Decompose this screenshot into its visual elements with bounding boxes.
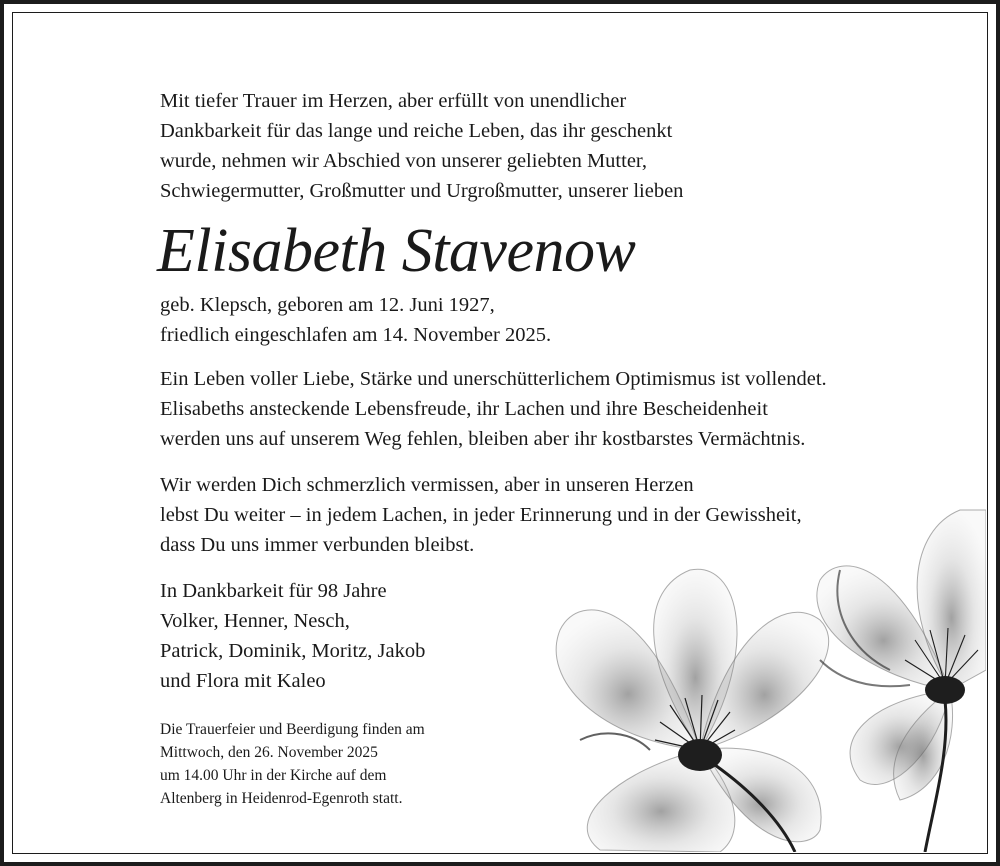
tribute-line: Ein Leben voller Liebe, Stärke und unerschütterlichem Optimismus ist vollendet. — [160, 368, 827, 390]
right-pod — [925, 676, 965, 704]
tribute-paragraph — [160, 364, 920, 454]
intro-line: wurde, nehmen wir Abschied von unserer geliebten Mutter, — [160, 150, 648, 172]
farewell-paragraph — [160, 470, 920, 560]
obituary-text — [157, 86, 920, 810]
mourners-line: Volker, Henner, Nesch, — [160, 610, 350, 632]
service-line: um 14.00 Uhr in der Kirche auf dem — [160, 767, 387, 784]
intro-line: Dankbarkeit für das lange und reiche Leben, das ihr geschenkt — [160, 120, 673, 142]
farewell-line: Wir werden Dich schmerzlich vermissen, aber in unseren Herzen — [160, 474, 694, 496]
service-line: Mittwoch, den 26. November 2025 — [160, 744, 378, 761]
intro-paragraph — [160, 86, 920, 206]
mourners-line: In Dankbarkeit für 98 Jahre — [160, 580, 387, 602]
deceased-name: Elisabeth Stavenow — [157, 217, 636, 285]
tribute-line: werden uns auf unserem Weg fehlen, bleiben aber ihr kostbarstes Vermächtnis. — [160, 428, 806, 450]
mourners-line: und Flora mit Kaleo — [160, 670, 326, 692]
death-line: friedlich eingeschlafen am 14. November 2025. — [160, 324, 552, 346]
service-line: Altenberg in Heidenrod-Egenroth statt. — [160, 790, 403, 807]
birth-line: geb. Klepsch, geboren am 12. Juni 1927, — [160, 294, 495, 316]
tribute-line: Elisabeths ansteckende Lebensfreude, ihr Lachen und ihre Bescheidenheit — [160, 398, 768, 420]
dates-paragraph — [160, 290, 920, 350]
farewell-line: dass Du uns immer verbunden bleibst. — [160, 534, 475, 556]
intro-line: Schwiegermutter, Großmutter und Urgroßmutter, unserer lieben — [160, 180, 684, 202]
mourners-paragraph — [160, 576, 920, 696]
service-info — [160, 718, 920, 810]
farewell-line: lebst Du weiter – in jedem Lachen, in jeder Erinnerung und in der Gewissheit, — [160, 504, 802, 526]
intro-line: Mit tiefer Trauer im Herzen, aber erfüllt von unendlicher — [160, 90, 627, 112]
mourners-line: Patrick, Dominik, Moritz, Jakob — [160, 640, 426, 662]
service-line: Die Trauerfeier und Beerdigung finden am — [160, 721, 425, 738]
